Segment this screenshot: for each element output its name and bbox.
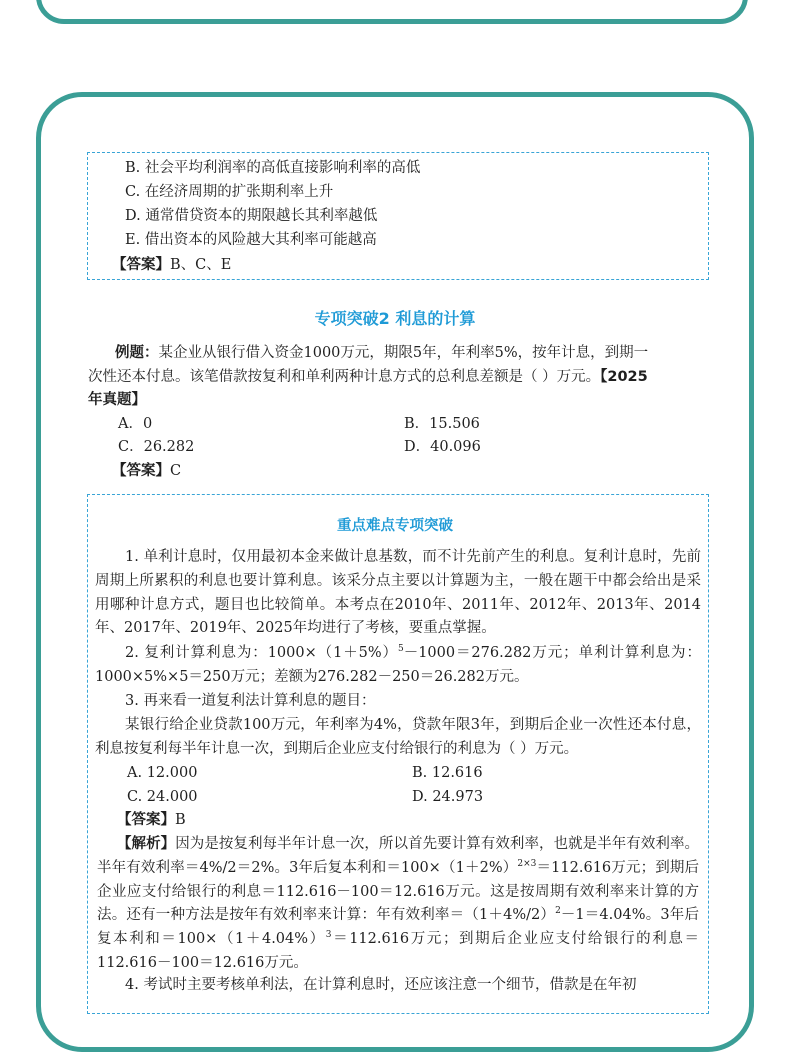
analysis-text-c: －1＝4.04%。3年后复本利和＝100×（1＋4.04%） (97, 907, 699, 948)
p2-text-b: －1000＝276.282万元；单利计算利息为：1000×5%×5＝250万元；差额为276.282－250＝26.282万元。 (95, 645, 701, 685)
focus-analysis (97, 833, 699, 976)
analysis-text-a: 因为是按复利每半年计息一次，所以首先要计算有效利率，也就是半年有效利率。半年有效利率＝4%/2＝2%。3年后复本利和＝100×（1＋2%） (97, 836, 700, 876)
focus-answer-label: 【答案】 (117, 812, 175, 828)
option-b: B. 社会平均利润率的高低直接影响利率的高低 (125, 160, 421, 176)
focus-option-d: D. 24.973 (412, 789, 484, 805)
p2-sup: 5 (397, 644, 404, 655)
example-line-2 (88, 368, 648, 386)
option-c: C. 在经济周期的扩张期利率上升 (125, 184, 334, 200)
focus-paragraph-1: 1. 单利计息时，仅用最初本金来做计息基数，而不计先前产生的利息。复利计息时，先前周期上所累积的利息也要计算利息。该采分点主要以计算题为主，一般在题干中都会给出是采用哪种计息方式，题目也比较简单。本考点在2010年、2011年、2012年、2013年、2014年、2017年、2019年、2025年均进行了考核，要重点掌握。 (95, 549, 701, 637)
section-title: 专项突破2 利息的计算 (314, 309, 476, 328)
example-text-2: 次性还本付息。该笔借款按复利和单利两种计息方式的总利息差额是（ ）万元。 (88, 369, 601, 385)
example-tag-2: 年真题】 (88, 392, 146, 408)
focus-answer (117, 811, 186, 829)
focus-answer-value: B (175, 812, 186, 828)
analysis-label: 【解析】 (117, 836, 176, 852)
example-option-d: D．40.096 (404, 439, 481, 455)
focus-title: 重点难点专项突破 (337, 518, 453, 534)
focus-paragraph-2 (95, 642, 701, 690)
example-option-b: B．15.506 (404, 416, 480, 432)
analysis-sup-2: 2 (555, 906, 561, 917)
focus-option-c: C. 24.000 (127, 789, 198, 805)
example-tag-1: 【2025 (600, 369, 648, 385)
example-answer (112, 462, 181, 480)
focus-paragraph-3: 3. 再来看一道复利法计算利息的题目： (125, 693, 376, 709)
example-text-1: 某企业从银行借入资金1000万元，期限5年，年利率5%，按年计息，到期一 (158, 345, 649, 361)
example-option-a: A．0 (118, 416, 153, 432)
example-label: 例题： (115, 345, 159, 361)
top-panel-border (36, 0, 748, 24)
example-answer-label: 【答案】 (112, 463, 170, 479)
prev-answer (112, 256, 231, 274)
answer-label: 【答案】 (112, 257, 170, 273)
p2-text-a: 2. 复利计算利息为：1000×（1＋5%） (125, 645, 398, 661)
analysis-text-b: ＝112.616万元；到期后企业应支付给银行的利息＝112.616－100＝12.616万元。这是按周期有效利率来计算的方法。还有一种方法是按年有效利率来计算：年有效利率＝（1＋4%/2） (97, 859, 699, 924)
example-option-c: C．26.282 (118, 439, 195, 455)
focus-option-b: B. 12.616 (412, 765, 483, 781)
focus-question: 某银行给企业贷款100万元，年利率为4%，贷款年限3年，到期后企业一次性还本付息，利息按复利每半年计息一次，到期后企业应支付给银行的利息为（ ）万元。 (95, 717, 701, 757)
option-d: D. 通常借贷资本的期限越长其利率越低 (125, 208, 378, 224)
analysis-sup-1: 2×3 (517, 858, 537, 869)
focus-option-a: A. 12.000 (127, 765, 198, 781)
analysis-text-d: ＝112.616万元；到期后企业应支付给银行的利息＝112.616－100＝12.616万元。 (97, 931, 699, 971)
analysis-sup-3: 3 (325, 930, 332, 941)
example-answer-value: C (170, 463, 182, 479)
answer-value: B、C、E (170, 257, 232, 273)
example-line-1 (115, 344, 648, 362)
option-e: E. 借出资本的风险越大其利率可能越高 (125, 232, 377, 248)
focus-paragraph-4: 4. 考试时主要考核单利法，在计算利息时，还应该注意一个细节，借款是在年初 (125, 977, 637, 993)
